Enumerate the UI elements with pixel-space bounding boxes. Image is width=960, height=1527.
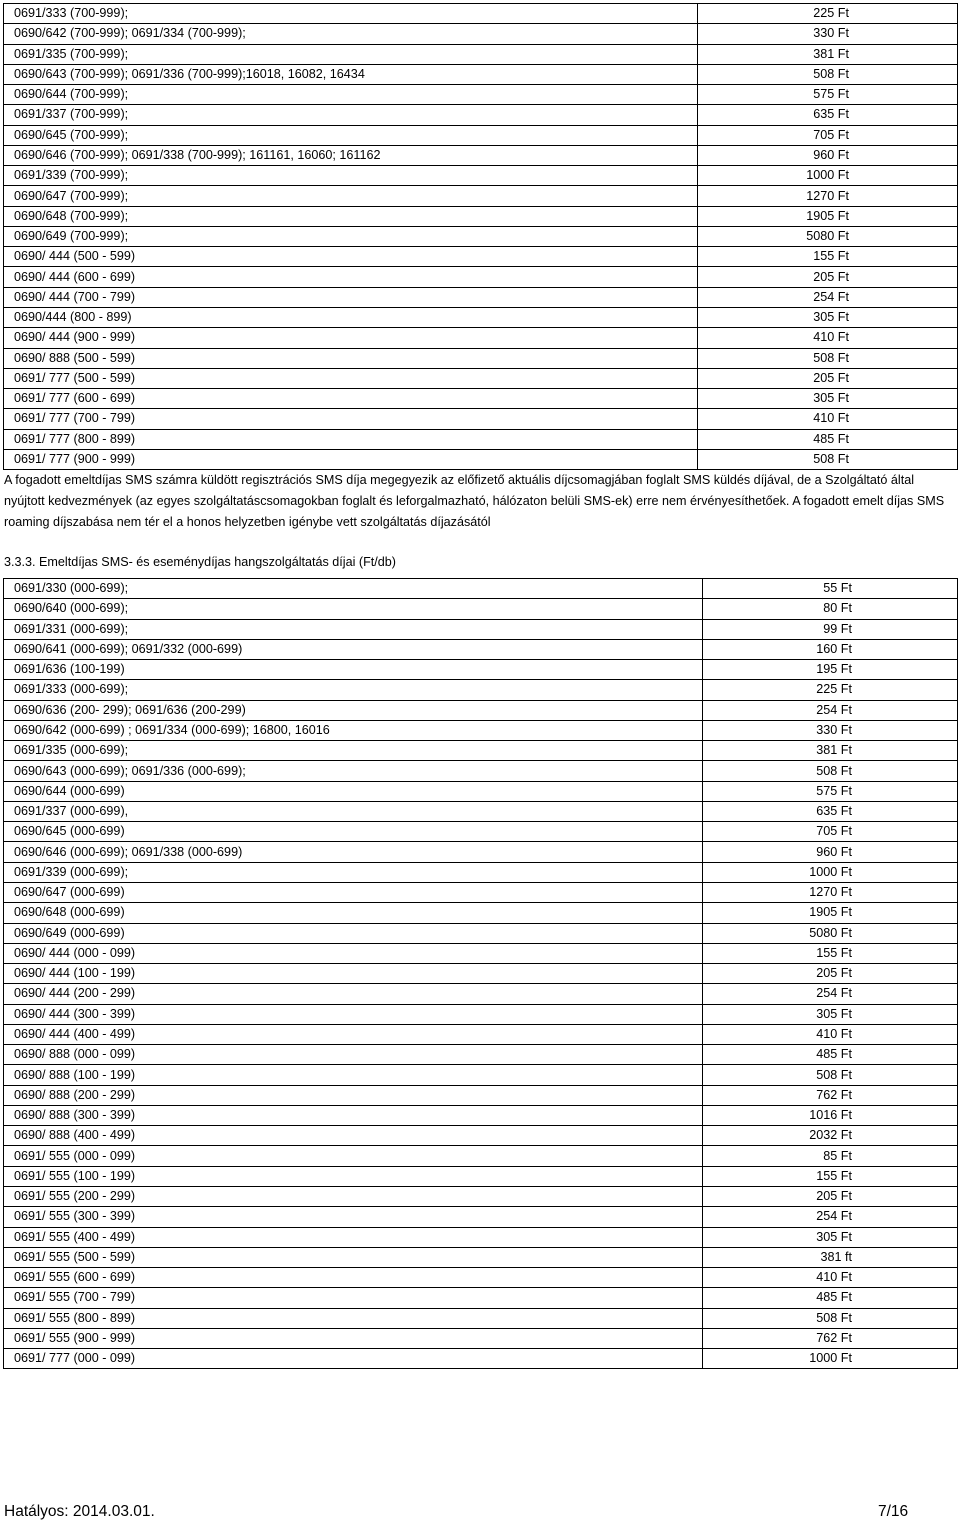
table-row [4, 429, 958, 449]
price-cell: 205 Ft [698, 368, 958, 388]
table-row [4, 903, 958, 923]
table-row [4, 579, 958, 599]
price-cell: 575 Ft [703, 781, 958, 801]
table-row [4, 801, 958, 821]
price-cell: 99 Ft [703, 619, 958, 639]
table-row [4, 85, 958, 105]
table-row [4, 64, 958, 84]
number-range-cell: 0691/ 555 (800 - 899) [4, 1308, 703, 1328]
price-cell: 762 Ft [703, 1328, 958, 1348]
price-cell: 254 Ft [703, 984, 958, 1004]
table-row [4, 247, 958, 267]
table-row [4, 409, 958, 429]
price-cell: 705 Ft [703, 822, 958, 842]
number-range-cell: 0691/331 (000-699); [4, 619, 703, 639]
table-row [4, 923, 958, 943]
table-row [4, 1328, 958, 1348]
table-row [4, 267, 958, 287]
number-range-cell: 0690/646 (000-699); 0691/338 (000-699) [4, 842, 703, 862]
table-row [4, 660, 958, 680]
number-range-cell: 0691/ 777 (800 - 899) [4, 429, 698, 449]
table-row [4, 781, 958, 801]
number-range-cell: 0690/645 (000-699) [4, 822, 703, 842]
table-row [4, 206, 958, 226]
number-range-cell: 0690/ 888 (400 - 499) [4, 1126, 703, 1146]
number-range-cell: 0690/ 444 (900 - 999) [4, 328, 698, 348]
price-cell: 195 Ft [703, 660, 958, 680]
table-row [4, 4, 958, 24]
table-row [4, 1227, 958, 1247]
price-cell: 155 Ft [703, 1166, 958, 1186]
number-range-cell: 0691/330 (000-699); [4, 579, 703, 599]
price-cell: 508 Ft [703, 1065, 958, 1085]
price-cell: 381 ft [703, 1247, 958, 1267]
number-range-cell: 0690/642 (700-999); 0691/334 (700-999); [4, 24, 698, 44]
number-range-cell: 0691/ 777 (000 - 099) [4, 1349, 703, 1369]
table-row [4, 1105, 958, 1125]
price-cell: 485 Ft [703, 1045, 958, 1065]
price-cell: 410 Ft [703, 1268, 958, 1288]
table-row [4, 964, 958, 984]
number-range-cell: 0690/646 (700-999); 0691/338 (700-999); 161161, 16060; 161162 [4, 145, 698, 165]
number-range-cell: 0691/339 (700-999); [4, 166, 698, 186]
price-cell: 508 Ft [698, 449, 958, 469]
price-cell: 155 Ft [698, 247, 958, 267]
price-cell: 410 Ft [698, 409, 958, 429]
number-range-cell: 0690/636 (200- 299); 0691/636 (200-299) [4, 700, 703, 720]
number-range-cell: 0691/337 (000-699), [4, 801, 703, 821]
price-cell: 508 Ft [698, 348, 958, 368]
number-range-cell: 0690/ 444 (400 - 499) [4, 1024, 703, 1044]
table-row [4, 186, 958, 206]
number-range-cell: 0690/ 888 (000 - 099) [4, 1045, 703, 1065]
price-table-2 [3, 578, 958, 1369]
table-row [4, 1024, 958, 1044]
price-cell: 381 Ft [703, 741, 958, 761]
table-row [4, 1065, 958, 1085]
number-range-cell: 0691/333 (700-999); [4, 4, 698, 24]
table-row [4, 639, 958, 659]
table-row [4, 125, 958, 145]
number-range-cell: 0691/335 (000-699); [4, 741, 703, 761]
price-cell: 330 Ft [698, 24, 958, 44]
number-range-cell: 0691/ 555 (400 - 499) [4, 1227, 703, 1247]
section-heading: 3.3.3. Emeltdíjas SMS- és eseménydíjas hangszolgáltatás díjai (Ft/db) [4, 555, 396, 569]
price-cell: 485 Ft [698, 429, 958, 449]
price-cell: 305 Ft [698, 389, 958, 409]
number-range-cell: 0691/333 (000-699); [4, 680, 703, 700]
price-cell: 305 Ft [703, 1004, 958, 1024]
number-range-cell: 0690/648 (000-699) [4, 903, 703, 923]
price-cell: 5080 Ft [703, 923, 958, 943]
number-range-cell: 0690/ 888 (300 - 399) [4, 1105, 703, 1125]
table-row [4, 1207, 958, 1227]
price-cell: 1000 Ft [703, 862, 958, 882]
table-row [4, 599, 958, 619]
table-row [4, 44, 958, 64]
price-cell: 205 Ft [698, 267, 958, 287]
number-range-cell: 0690/648 (700-999); [4, 206, 698, 226]
price-cell: 225 Ft [698, 4, 958, 24]
price-cell: 1905 Ft [703, 903, 958, 923]
number-range-cell: 0690/647 (700-999); [4, 186, 698, 206]
number-range-cell: 0690/ 888 (100 - 199) [4, 1065, 703, 1085]
table-row [4, 24, 958, 44]
number-range-cell: 0690/ 888 (200 - 299) [4, 1085, 703, 1105]
price-cell: 508 Ft [698, 64, 958, 84]
price-cell: 508 Ft [703, 761, 958, 781]
price-cell: 1016 Ft [703, 1105, 958, 1125]
footer-effective-date: Hatályos: 2014.03.01. [4, 1503, 155, 1520]
table-row [4, 943, 958, 963]
number-range-cell: 0690/ 444 (700 - 799) [4, 287, 698, 307]
number-range-cell: 0691/ 777 (600 - 699) [4, 389, 698, 409]
number-range-cell: 0690/ 444 (200 - 299) [4, 984, 703, 1004]
number-range-cell: 0691/ 555 (900 - 999) [4, 1328, 703, 1348]
price-cell: 410 Ft [703, 1024, 958, 1044]
price-cell: 705 Ft [698, 125, 958, 145]
table-row [4, 700, 958, 720]
number-range-cell: 0690/ 444 (500 - 599) [4, 247, 698, 267]
number-range-cell: 0690/ 444 (600 - 699) [4, 267, 698, 287]
price-cell: 330 Ft [703, 720, 958, 740]
table-row [4, 882, 958, 902]
price-cell: 1270 Ft [703, 882, 958, 902]
price-cell: 305 Ft [703, 1227, 958, 1247]
price-cell: 160 Ft [703, 639, 958, 659]
table-row [4, 619, 958, 639]
footer-page-number: 7/16 [878, 1503, 909, 1520]
price-cell: 85 Ft [703, 1146, 958, 1166]
number-range-cell: 0691/ 555 (700 - 799) [4, 1288, 703, 1308]
table-row [4, 226, 958, 246]
number-range-cell: 0690/645 (700-999); [4, 125, 698, 145]
price-table-1-body [4, 4, 958, 470]
price-cell: 155 Ft [703, 943, 958, 963]
table-row [4, 1004, 958, 1024]
price-cell: 575 Ft [698, 85, 958, 105]
table-row [4, 1268, 958, 1288]
price-cell: 205 Ft [703, 964, 958, 984]
table-row [4, 761, 958, 781]
price-cell: 80 Ft [703, 599, 958, 619]
table-row [4, 984, 958, 1004]
price-cell: 254 Ft [698, 287, 958, 307]
number-range-cell: 0691/337 (700-999); [4, 105, 698, 125]
table-row [4, 1045, 958, 1065]
table-row [4, 287, 958, 307]
table-row [4, 145, 958, 165]
table-row [4, 1288, 958, 1308]
number-range-cell: 0690/ 444 (100 - 199) [4, 964, 703, 984]
price-cell: 960 Ft [703, 842, 958, 862]
roaming-sms-note: A fogadott emeltdíjas SMS számra küldött regisztrációs SMS díja megegyezik az előfizető aktuális díjcsomagjában foglalt SMS küldés díjával, de a Szolgáltató által nyújtott kedvezmények (az egyes szolgáltatáscsomagokban foglalt és leforgalmazható, hálózaton belüli SMS-ek) erre nem érvényesíthetőek. A fogadott emelt díjas SMS roaming díjszabása nem tér el a honos helyzetben igénybe vett szolgáltatás díjazásától [4, 473, 945, 529]
table-row [4, 1186, 958, 1206]
price-cell: 225 Ft [703, 680, 958, 700]
price-cell: 1000 Ft [703, 1349, 958, 1369]
number-range-cell: 0690/640 (000-699); [4, 599, 703, 619]
table-row [4, 307, 958, 327]
price-cell: 1905 Ft [698, 206, 958, 226]
number-range-cell: 0691/ 555 (600 - 699) [4, 1268, 703, 1288]
table-row [4, 328, 958, 348]
table-row [4, 105, 958, 125]
table-row [4, 1146, 958, 1166]
number-range-cell: 0691/636 (100-199) [4, 660, 703, 680]
price-cell: 254 Ft [703, 700, 958, 720]
price-cell: 254 Ft [703, 1207, 958, 1227]
price-cell: 2032 Ft [703, 1126, 958, 1146]
price-table-2-body [4, 579, 958, 1369]
table-row [4, 741, 958, 761]
number-range-cell: 0691/ 555 (300 - 399) [4, 1207, 703, 1227]
number-range-cell: 0691/ 777 (900 - 999) [4, 449, 698, 469]
table-row [4, 368, 958, 388]
price-cell: 960 Ft [698, 145, 958, 165]
table-row [4, 449, 958, 469]
number-range-cell: 0690/641 (000-699); 0691/332 (000-699) [4, 639, 703, 659]
number-range-cell: 0691/ 555 (200 - 299) [4, 1186, 703, 1206]
table-row [4, 389, 958, 409]
number-range-cell: 0690/444 (800 - 899) [4, 307, 698, 327]
table-row [4, 1085, 958, 1105]
number-range-cell: 0690/647 (000-699) [4, 882, 703, 902]
number-range-cell: 0690/ 888 (500 - 599) [4, 348, 698, 368]
table-row [4, 348, 958, 368]
number-range-cell: 0690/642 (000-699) ; 0691/334 (000-699); 16800, 16016 [4, 720, 703, 740]
number-range-cell: 0690/643 (000-699); 0691/336 (000-699); [4, 761, 703, 781]
price-cell: 485 Ft [703, 1288, 958, 1308]
price-cell: 410 Ft [698, 328, 958, 348]
price-table-1 [3, 3, 958, 470]
number-range-cell: 0691/335 (700-999); [4, 44, 698, 64]
number-range-cell: 0690/ 444 (000 - 099) [4, 943, 703, 963]
number-range-cell: 0691/ 777 (700 - 799) [4, 409, 698, 429]
number-range-cell: 0691/ 555 (000 - 099) [4, 1146, 703, 1166]
number-range-cell: 0690/643 (700-999); 0691/336 (700-999);16018, 16082, 16434 [4, 64, 698, 84]
table-row [4, 166, 958, 186]
price-cell: 205 Ft [703, 1186, 958, 1206]
price-cell: 635 Ft [698, 105, 958, 125]
price-cell: 55 Ft [703, 579, 958, 599]
price-cell: 762 Ft [703, 1085, 958, 1105]
table-row [4, 680, 958, 700]
number-range-cell: 0691/ 555 (500 - 599) [4, 1247, 703, 1267]
table-row [4, 1349, 958, 1369]
number-range-cell: 0690/649 (700-999); [4, 226, 698, 246]
price-cell: 5080 Ft [698, 226, 958, 246]
table-row [4, 842, 958, 862]
price-cell: 1000 Ft [698, 166, 958, 186]
number-range-cell: 0690/644 (000-699) [4, 781, 703, 801]
price-cell: 1270 Ft [698, 186, 958, 206]
number-range-cell: 0690/644 (700-999); [4, 85, 698, 105]
number-range-cell: 0691/ 777 (500 - 599) [4, 368, 698, 388]
table-row [4, 862, 958, 882]
price-cell: 508 Ft [703, 1308, 958, 1328]
number-range-cell: 0690/649 (000-699) [4, 923, 703, 943]
table-row [4, 822, 958, 842]
table-row [4, 720, 958, 740]
number-range-cell: 0690/ 444 (300 - 399) [4, 1004, 703, 1024]
price-cell: 381 Ft [698, 44, 958, 64]
number-range-cell: 0691/ 555 (100 - 199) [4, 1166, 703, 1186]
price-cell: 635 Ft [703, 801, 958, 821]
table-row [4, 1126, 958, 1146]
price-cell: 305 Ft [698, 307, 958, 327]
number-range-cell: 0691/339 (000-699); [4, 862, 703, 882]
table-row [4, 1166, 958, 1186]
table-row [4, 1247, 958, 1267]
table-row [4, 1308, 958, 1328]
